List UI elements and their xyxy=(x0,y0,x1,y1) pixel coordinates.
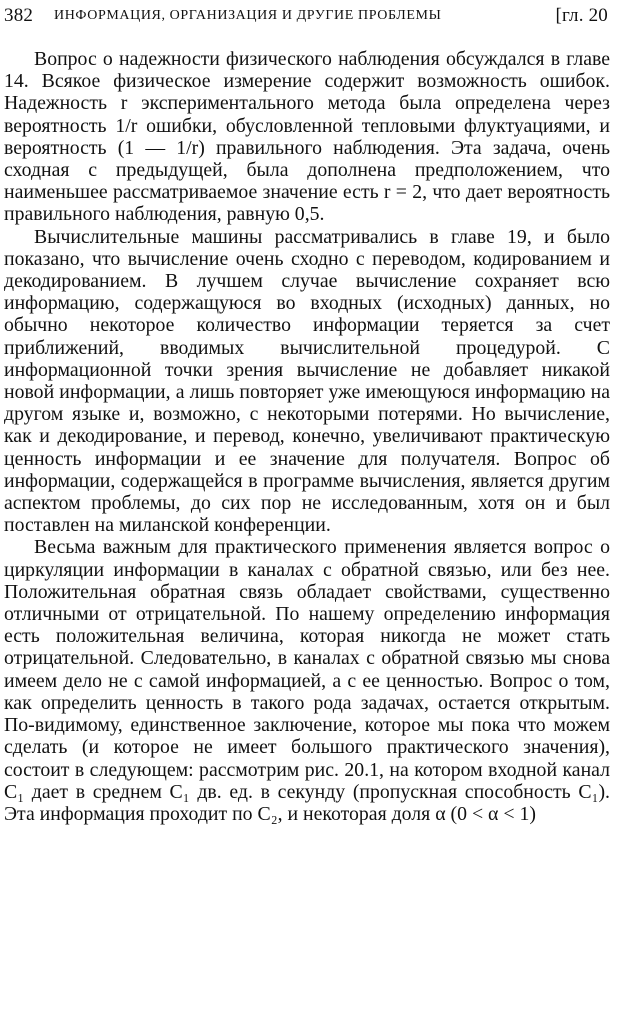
paragraph-feedback-channels: Весьма важным для практического применения является вопрос о циркуляции информации в каналах с обратной связью, или без нее. Положительная обратная связь обладает свойствами, существенно отличными от отрицательной. По нашему определению информация есть положительная величина, которая никогда не может стать отрицательной. Следовательно, в каналах с обратной связью мы снова имеем дело не с самой информацией, а с ее ценностью. Вопрос о том, как определить ценность в такого рода задачах, остается открытым. По-видимому, единственное заключение, которое мы пока что можем сделать (и которое не имеет большого практического значения), состоит в следующем: рассмотрим рис. 20.1, на котором входной канал C₁ дает в среднем C₁ дв. ед. в секунду (пропускная способность C₁). Эта информация проходит по C₂, и некоторая доля α (0 < α < 1) xyxy=(4,536,610,825)
paragraph-reliability: Вопрос о надежности физического наблюдения обсуждался в главе 14. Всякое физическое измерение содержит возможность ошибок. Надежность r экспериментального метода была определена через вероятность 1/r ошибки, обусловленной тепловыми флуктуациями, и вероятность (1 — 1/r) правильного наблюдения. Эта задача, очень сходная с предыдущей, была дополнена предположением, что наименьшее рассматриваемое значение есть r = 2, что дает вероятность правильного наблюдения, равную 0,5. xyxy=(4,48,610,226)
running-title: ИНФОРМАЦИЯ, ОРГАНИЗАЦИЯ И ДРУГИЕ ПРОБЛЕМЫ xyxy=(54,8,442,23)
page-body xyxy=(4,48,610,825)
page-header xyxy=(4,4,612,28)
paragraph-computing-machines: Вычислительные машины рассматривались в главе 19, и было показано, что вычисление очень сходно с переводом, кодированием и декодированием. В лучшем случае вычисление сохраняет всю информацию, содержащуюся во входных (исходных) данных, но обычно некоторое количество информации теряется за счет приближений, вводимых вычислительной процедурой. С информационной точки зрения вычисление не добавляет никакой новой информации, а лишь повторяет уже имеющуюся информацию на другом языке и, возможно, с некоторыми потерями. Но вычисление, как и декодирование, и перевод, конечно, увеличивают практическую ценность информации и ее значение для получателя. Вопрос об информации, содержащейся в программе вычисления, является другим аспектом проблемы, до сих пор не исследованным, хотя он и был поставлен на миланской конференции. xyxy=(4,225,610,537)
chapter-marker: [гл. 20 xyxy=(555,5,608,26)
page-number: 382 xyxy=(4,5,34,26)
